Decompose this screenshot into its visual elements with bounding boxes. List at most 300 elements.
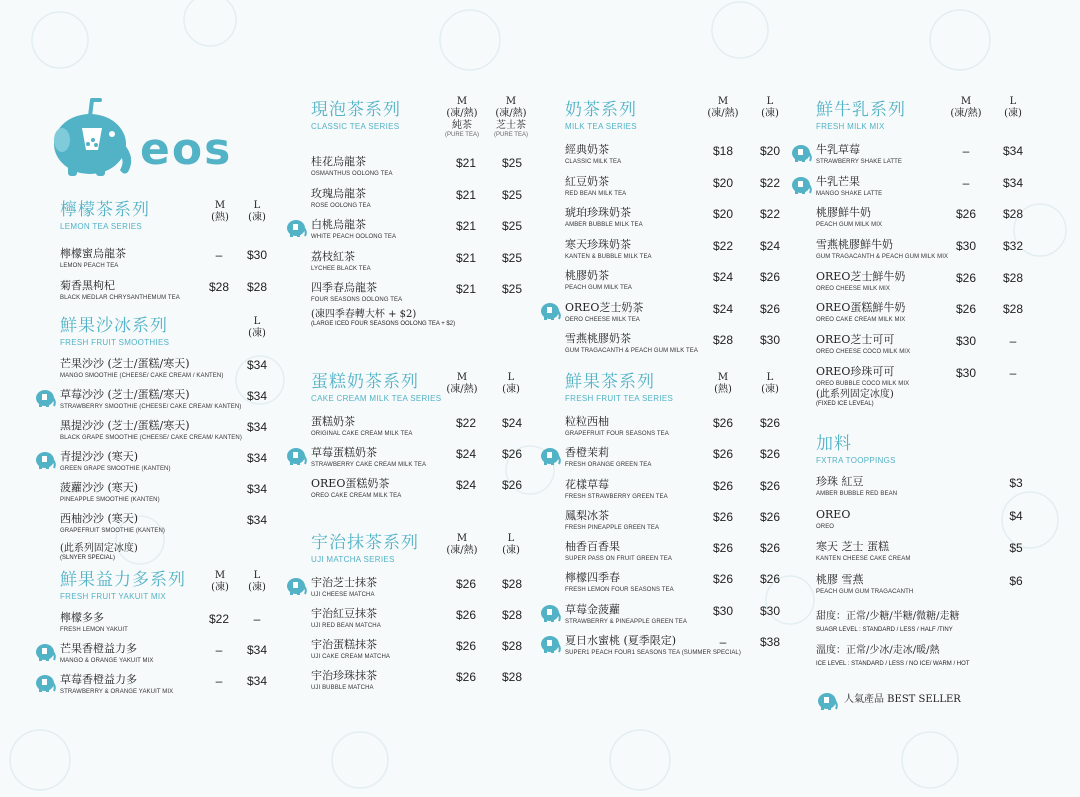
item-name: 四季春烏龍茶 [311,281,377,295]
menu-item[interactable] [311,218,536,250]
price-m: $22 [208,612,230,626]
item-en: OSMANTHUS OOLONG TEA [311,171,393,177]
menu-item[interactable] [565,478,790,509]
item-name: 寒天 芝士 蛋糕 [816,540,889,553]
menu-item[interactable] [60,512,280,543]
fresh-milk-section [816,96,1041,407]
item-list [60,611,280,704]
size-m-sub: (凍/熱) [446,384,478,395]
item-en: GUM TRAGACANTH & PEACH GUM MILK MIX [816,254,949,261]
price-m: $30 [955,239,977,254]
price-m: $30 [955,365,977,380]
price-l: $34 [246,482,268,496]
item-en: STRAWBERRY SHAKE LATTE [816,159,902,165]
item-en: SUPER1 PEACH FOUR1 SEASONS TEA (SUMMER SPECIAL) [565,650,741,657]
menu-item[interactable] [565,269,790,301]
price-l: $24 [759,238,781,253]
section-subtitle: FRESH FRUIT YAKUIT MIX [60,592,167,601]
sugar-level-en: SUAGR LEVEL : STANDARD / LESS / HALF /TINY [816,627,953,633]
menu-item[interactable] [60,247,280,279]
price-l: $25 [501,219,523,234]
fruit-tea-section [565,372,790,665]
item-en: FRESH PINEAPPLE GREEN TEA [565,524,660,531]
milk-tea-section [565,96,790,364]
size-l-label: L [253,316,261,327]
size-m-label: M [456,533,468,544]
item-name: 柚香百香果 [565,540,620,554]
menu-item[interactable] [816,333,1041,365]
menu-item[interactable] [60,642,280,673]
item-en: OREO CHEESE MILK MIX [816,285,891,292]
size-m-label: M [717,96,729,107]
menu-item[interactable] [816,143,1041,175]
menu-item[interactable] [565,301,790,333]
price-l: $34 [246,389,268,403]
item-list [816,475,1041,605]
item-name: 檸檬蜜烏龍茶 [60,247,126,260]
item-name: 夏日水蜜桃 (夏季限定) [565,634,677,648]
size-m-sub2: 純茶 [452,120,472,131]
item-en: GUM TRAGACANTH & PEACH GUM MILK TEA [565,348,698,354]
price-m: $21 [455,219,477,234]
menu-item[interactable] [816,238,1041,270]
price: $4 [1009,508,1023,523]
item-name: 牛乳芒果 [816,174,860,188]
section-title: 鮮果益力多系列 [60,570,186,590]
price-m: $26 [712,541,734,556]
price-m: $20 [712,207,734,221]
price-l: $22 [759,207,781,221]
price-l: $24 [501,416,523,430]
item-en: OREO CHEESE COCO MILK MIX [816,349,911,356]
item-name: 草莓蛋糕奶茶 [311,446,377,459]
item-name: 青提沙沙 (寒天) [60,450,139,463]
menu-item[interactable] [60,611,280,642]
section-title: 奶茶系列 [565,100,637,120]
size-l-sub: (凍) [502,384,520,395]
size-m-sub: (凍/熱) [707,108,739,119]
menu-item[interactable] [311,576,536,607]
menu-item[interactable] [816,540,1041,573]
size-m-label: M [214,200,226,211]
menu-item[interactable] [816,301,1041,333]
item-en: AMBER BUBBLE MILK TEA [565,222,643,228]
best-seller-elephant-icon [34,640,56,662]
item-name: 蛋糕奶茶 [311,415,355,428]
size-l-sub: (凍) [761,384,779,395]
menu-item[interactable] [816,365,1041,397]
price-m: $21 [455,156,477,170]
item-en: AMBER BUBBLE RED BEAN [816,491,898,497]
ice-level-en: ICE LEVEL : STANDARD / LESS / NO ICE/ WARM / HOT [816,661,970,667]
item-name: 菊香黑枸杞 [60,278,115,292]
price-m: $26 [455,639,477,653]
price-l: $34 [246,358,268,372]
section-subtitle: MILK TEA SERIES [565,122,637,131]
section-subtitle: FXTRA TOOPPINGS [816,456,896,465]
item-name: 芒果香橙益力多 [60,642,137,655]
item-en: GRAPEFRUIT SMOOTHIE (KANTEN) [60,528,166,534]
item-name: 草莓香橙益力多 [60,673,137,686]
menu-item[interactable] [816,175,1041,207]
menu-item[interactable] [311,607,536,638]
price-m: $26 [455,577,477,591]
price-m: $21 [455,250,477,265]
section-note-en: (FIXED ICE LEVEAL) [816,400,874,407]
section-note-en: (SLNYER SPECIAL) [60,555,116,561]
size-l-sub: (凍) [248,328,266,339]
item-name: 桃膠奶茶 [565,269,609,282]
price-l: $22 [759,175,781,190]
price-l: $26 [759,509,781,524]
best-seller-elephant-icon [790,141,812,163]
menu-item[interactable] [311,446,536,477]
menu-item[interactable] [565,509,790,540]
best-seller-elephant-icon [816,689,838,711]
price-m: $26 [955,207,977,222]
item-name: OREO芝士奶茶 [565,300,644,314]
item-list [565,143,790,364]
item-name: 雪燕桃膠鮮牛奶 [816,238,893,252]
size-l-sub: (凍) [761,108,779,119]
item-en: OREO [816,523,835,530]
item-en: WHITE PEACH OOLONG TEA [311,234,397,241]
price-m: $26 [712,509,734,524]
ice-level: 溫度：正常/少冰/走冰/暖/熱 [816,645,940,656]
item-list [60,357,280,543]
section-title: 宇治抹茶系列 [311,533,419,553]
extra-toppings-section [816,434,1041,711]
size-m-sub: (凍/熱) [446,545,478,556]
item-name: 鳳梨冰茶 [565,508,609,522]
best-seller-elephant-icon [34,386,56,408]
price-l: $38 [759,635,781,650]
best-seller-elephant-icon [285,444,307,466]
menu-item[interactable] [816,270,1041,302]
item-en: LYCHEE BLACK TEA [311,265,371,272]
item-name: 經典奶茶 [565,143,609,156]
menu-item[interactable] [565,175,790,207]
menu-item[interactable] [311,669,536,700]
item-name: 珍珠 紅豆 [816,475,864,488]
section-note-en: (LARGE ICED FOUR SEASONS OOLONG TEA + $2) [311,320,456,327]
menu-item[interactable] [816,508,1041,541]
price-m: $22 [712,238,734,253]
item-name: 琥珀珍珠奶茶 [565,206,631,219]
price-m: $24 [455,478,477,492]
price-m: – [719,635,727,650]
menu-item[interactable] [565,238,790,270]
price-m: – [215,248,223,262]
section-note: (此系列固定冰度) [60,543,138,554]
price-l: $20 [759,144,781,158]
price-l: $34 [1002,175,1024,190]
item-en: STRAWBERRY SMOOTHIE (CHEESE/ CAKE CREAM/ KANTEN) [60,404,242,410]
size-l-sub2: 芝士茶 [496,120,526,131]
item-name: 粒粒西柚 [565,415,609,428]
size-l-label: M [505,96,517,107]
item-en: PINEAPPLE SMOOTHIE (KANTEN) [60,497,160,503]
item-en: MANGO & ORANGE YAKUIT MIX [60,658,154,664]
item-list [565,415,790,665]
item-list [311,155,536,313]
item-name: 牛乳草莓 [816,143,860,156]
yakult-section [60,570,280,704]
item-en: OERO CHEESE MILK TEA [565,316,640,323]
item-name: 宇治珍珠抹茶 [311,669,377,682]
price: $5 [1009,541,1023,555]
price-l: $26 [759,572,781,587]
item-name: 宇治紅豆抹茶 [311,607,377,620]
item-en: PEACH GUM MILK MIX [816,222,883,229]
item-name: OREO蛋糕奶茶 [311,477,390,490]
price-m: $26 [955,270,977,285]
menu-item[interactable] [565,206,790,238]
brand-logo-text: eos [140,124,233,175]
menu-item[interactable] [565,603,790,634]
menu-item[interactable] [60,388,280,419]
price-m: $24 [712,301,734,316]
price-l: $26 [759,301,781,316]
item-name: 草莓沙沙 (芝士/蛋糕/寒天) [60,388,190,401]
price-l: $30 [759,333,781,347]
menu-item[interactable] [60,419,280,450]
price-l: $25 [501,187,523,202]
price-l: $28 [501,639,523,653]
size-m-sub: (熱) [211,212,229,223]
size-m-label: M [214,570,226,581]
best-seller-elephant-icon [34,448,56,470]
size-m-sub: (凍/熱) [446,108,478,119]
item-name: 草莓金菠蘿 [565,602,620,616]
price-l: $28 [501,608,523,622]
best-seller-legend [816,689,1041,711]
size-l-label: L [766,96,774,107]
item-en: CLASSIC MILK TEA [565,159,622,165]
item-en: UJI BUBBLE MATCHA [311,685,374,691]
price-m: $26 [712,416,734,430]
item-en: ORIGINAL CAKE CREAM MILK TEA [311,431,413,437]
item-name: 白桃烏龍茶 [311,218,366,232]
price: $3 [1009,476,1023,490]
menu-item[interactable] [60,481,280,512]
menu-item[interactable] [311,187,536,219]
price-l: $28 [246,279,268,294]
menu-item[interactable] [565,571,790,602]
item-name: 黑提沙沙 (芝士/蛋糕/寒天) [60,419,190,432]
section-title: 鮮果茶系列 [565,372,655,392]
price-m: – [962,144,970,158]
item-en: MANGO SMOOTHIE (CHEESE/ CAKE CREAM / KANTEN) [60,373,224,379]
menu-item[interactable] [311,155,536,187]
price-l: $28 [1002,207,1024,222]
item-en: UJI CAKE CREAM MATCHA [311,654,390,660]
best-seller-elephant-icon [539,601,561,623]
size-l-label: L [766,372,774,383]
item-en: BLACK MEDLAR CHRYSANTHEMUM TEA [60,294,180,301]
item-list [311,576,536,700]
item-en: STRAWBERRY CAKE CREAM MILK TEA [311,462,427,468]
best-seller-elephant-icon [539,444,561,466]
price-l: $28 [1002,270,1024,285]
item-en: PEACH GUM MILK TEA [565,285,633,291]
price-m: $26 [712,572,734,587]
menu-item[interactable] [60,673,280,704]
section-subtitle: CLASSIC TEA SERIES [311,122,400,131]
size-m-label: M [456,96,468,107]
size-m-sub3: (PURE TEA) [445,132,479,138]
price-l: $26 [759,541,781,556]
price-m: $22 [455,416,477,430]
menu-item[interactable] [311,638,536,669]
section-subtitle: UJI MATCHA SERIES [311,555,395,564]
item-en: BLACK GRAPE SMOOTHIE (CHEESE/ CAKE CREAM/ KANTEN) [60,435,242,441]
item-list [311,415,536,508]
item-name: 桃膠鮮牛奶 [816,206,871,220]
item-en: STRAWBERRY & PINEAPPLE GREEN TEA [565,618,688,625]
price-m: $20 [712,175,734,190]
menu-item[interactable] [816,573,1041,606]
sugar-level: 甜度：正常/少糖/半糖/微糖/走糖 [816,611,960,622]
matcha-section [311,533,536,700]
price-l: $26 [759,447,781,462]
price-m: $21 [455,282,477,297]
item-en: FOUR SEASONS OOLONG TEA [311,297,403,304]
item-en: KANTEN CHEESE CAKE CREAM [816,556,911,562]
price-l: $30 [246,248,268,262]
item-name: 寒天珍珠奶茶 [565,237,631,251]
menu-item[interactable] [60,357,280,388]
menu-item[interactable] [311,477,536,508]
item-name: 荔枝紅茶 [311,249,355,263]
item-en: FRESH LEMON FOUR SEASONS TEA [565,587,674,594]
item-en: LEMON PEACH TEA [60,263,119,269]
item-name: OREO蛋糕鮮牛奶 [816,301,906,315]
elephant-logo-icon [46,96,138,180]
size-m-label: M [456,372,468,383]
item-en: KANTEN & BUBBLE MILK TEA [565,253,652,260]
price-l: $25 [501,282,523,297]
best-seller-elephant-icon [34,671,56,693]
price-l: $32 [1002,239,1024,254]
price-l: $25 [501,250,523,265]
menu-item[interactable] [816,206,1041,238]
menu-item[interactable] [311,415,536,446]
size-m-label: M [960,96,972,107]
menu-item[interactable] [60,279,280,311]
menu-item[interactable] [311,250,536,282]
menu-item[interactable] [565,332,790,364]
item-en: FRESH ORANGE GREEN TEA [565,462,652,469]
menu-item[interactable] [311,281,536,313]
price-m: $26 [455,670,477,684]
price-l: $34 [246,420,268,434]
size-l-sub3: (PURE TEA) [494,132,528,138]
item-name: 檸檬多多 [60,611,104,624]
section-note: (此系列固定冰度) [816,388,894,400]
price-m: $26 [712,478,734,493]
item-name: 紅豆奶茶 [565,174,609,188]
item-name: 桂花烏龍茶 [311,155,366,168]
price-m: $26 [712,447,734,462]
size-l-sub: (凍) [248,212,266,223]
item-en: FRESH STRAWBERRY GREEN TEA [565,493,668,500]
price-l: $25 [501,156,523,170]
price-m: $30 [955,334,977,349]
section-title: 鮮牛乳系列 [816,100,906,120]
price-l: – [1009,365,1017,380]
item-name: OREO芝士可可 [816,333,895,347]
item-name: 菠蘿沙沙 (寒天) [60,481,139,494]
menu-item[interactable] [565,446,790,477]
price-l: – [1009,334,1017,349]
size-l-label: L [507,533,515,544]
item-name: OREO芝士鮮牛奶 [816,269,906,283]
item-en: UJI CHEESE MATCHA [311,592,375,598]
price-l: $26 [759,270,781,284]
price-l: $26 [759,416,781,430]
size-m-sub: (凍/熱) [950,108,982,119]
section-title: 現泡茶系列 [311,100,401,120]
item-name: 宇治蛋糕抹茶 [311,638,377,651]
best-seller-elephant-icon [285,574,307,596]
price-l: $30 [759,603,781,618]
section-note: (凍四季春轉大杯 + $2) [311,308,417,320]
price-l: $34 [246,643,268,657]
item-en: RED BEAN MILK TEA [565,190,627,197]
item-en: STRAWBERRY & ORANGE YAKUIT MIX [60,689,174,695]
section-title: 加料 [816,434,852,454]
item-en: OREO BUBBLE COCO MILK MIX [816,380,910,387]
item-name: 芒果沙沙 (芝士/蛋糕/寒天) [60,357,190,370]
item-name: 雪燕桃膠奶茶 [565,332,631,345]
size-l-label: L [1009,96,1017,107]
price-m: $21 [455,187,477,202]
item-name: 宇治芝士抹茶 [311,576,377,589]
item-name: 香橙茉莉 [565,446,609,460]
size-l-sub: (凍) [502,545,520,556]
price-m: $26 [455,608,477,622]
size-l-sub: (凍/熱) [495,108,527,119]
menu-item[interactable] [565,415,790,446]
item-en: OREO CAKE CREAM MILK MIX [816,317,906,324]
size-m-sub: (熱) [714,384,732,395]
price-l: $28 [1002,302,1024,317]
price-m: $24 [712,270,734,284]
item-en: MANGO SHAKE LATTE [816,190,883,197]
section-subtitle: FRESH FRUIT SMOOTHIES [60,338,170,347]
item-name: 西柚沙沙 (寒天) [60,512,139,525]
price-m: – [215,643,223,657]
section-subtitle: CAKE CREAM MILK TEA SERIES [311,394,442,403]
menu-item[interactable] [816,475,1041,508]
size-l-label: L [507,372,515,383]
menu-item[interactable] [565,540,790,571]
menu-item[interactable] [565,143,790,175]
price-m: $30 [712,603,734,618]
item-name: 檸檬四季春 [565,571,620,585]
section-title: 檸檬茶系列 [60,200,150,220]
item-list [60,247,280,310]
price: $6 [1009,573,1023,588]
item-en: GREEN GRAPE SMOOTHIE (KANTEN) [60,466,171,472]
item-en: GRAPEFRUIT FOUR SEASONS TEA [565,431,669,437]
price-m: $28 [712,333,734,347]
menu-item[interactable] [565,634,790,665]
best-seller-elephant-icon [790,173,812,195]
menu-item[interactable] [60,450,280,481]
price-l: $26 [501,447,523,461]
